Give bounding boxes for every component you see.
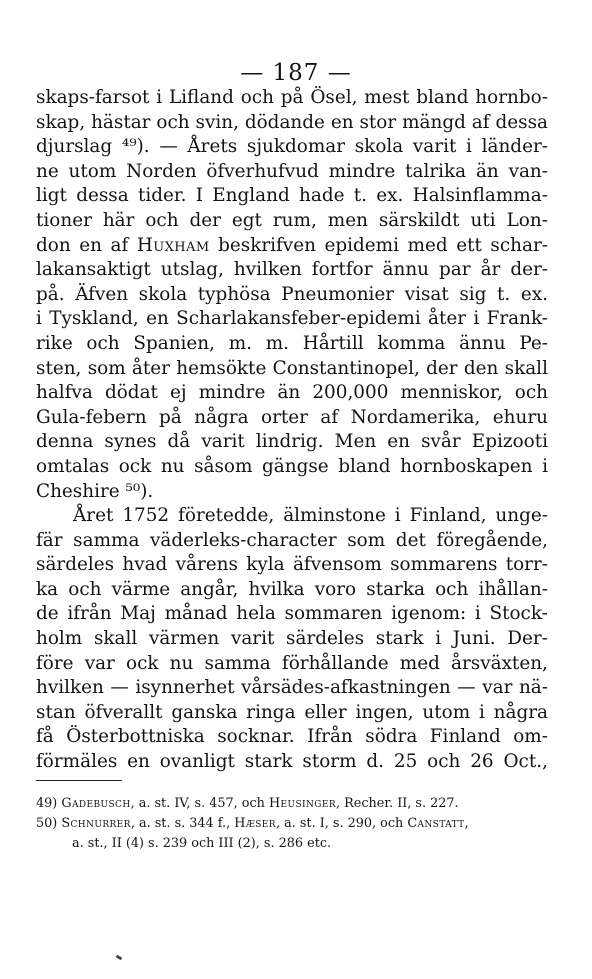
word: ganska	[171, 701, 238, 723]
footnote-50-continuation: a. st., II (4) s. 239 och III (2), s. 286 etc.	[72, 836, 332, 851]
word: ne	[36, 160, 59, 182]
footnote-divider	[36, 780, 122, 781]
word: älminstone	[283, 505, 386, 527]
footnote-49: 49) Gadebusch, a. st. IV, s. 457, och Heusinger, Recher. II, s. 227.	[36, 796, 459, 811]
word: hvilka	[248, 578, 305, 600]
word: Pe-	[519, 332, 548, 354]
word: än	[475, 160, 499, 182]
word: särskildt	[378, 209, 460, 231]
word: typhösa	[197, 283, 271, 305]
word: Norden	[126, 160, 197, 182]
word: Frank-	[486, 308, 548, 330]
word: par	[439, 259, 471, 281]
small-caps-name: Gadebusch	[61, 796, 131, 811]
word: van-	[508, 160, 548, 182]
word: vårens	[175, 554, 238, 576]
word: denna	[36, 431, 94, 453]
word: dödande	[244, 111, 325, 133]
word: varit	[201, 431, 245, 453]
word: der	[426, 357, 458, 379]
word: Stock-	[489, 603, 548, 625]
word: —	[110, 677, 129, 699]
word: hornbo-	[475, 87, 548, 108]
word: år	[480, 259, 501, 281]
text-line	[36, 258, 548, 283]
word: och	[514, 382, 548, 404]
word: med	[407, 234, 448, 256]
word: lakansaktigt	[36, 259, 151, 281]
word: stark	[375, 628, 424, 650]
word: stan	[36, 701, 76, 723]
text-line	[36, 406, 548, 431]
word: och	[145, 209, 179, 231]
word: på	[280, 87, 304, 108]
word: om-	[513, 726, 548, 748]
word: ännu	[382, 259, 430, 281]
word: mindre	[198, 382, 266, 404]
word: skola	[354, 136, 404, 158]
word: öfverallt	[84, 701, 163, 723]
word: stor	[359, 111, 397, 133]
word: hade	[299, 185, 345, 207]
word: skall	[93, 628, 138, 650]
word: var	[482, 677, 513, 699]
text-line	[36, 529, 548, 554]
text-line	[36, 209, 548, 234]
word: men	[327, 209, 368, 231]
word: dessa	[495, 111, 548, 133]
text-line	[36, 750, 548, 775]
word: Scharlakansfeber-epidemi	[176, 308, 421, 330]
text-line	[36, 455, 548, 480]
word: m.	[228, 332, 253, 354]
text-line	[36, 234, 548, 259]
word: Österbottniska	[66, 726, 205, 748]
word: skola	[138, 283, 188, 305]
word: dessa	[76, 185, 129, 207]
word: var	[84, 652, 115, 674]
word: månad	[164, 603, 228, 625]
text-line	[36, 86, 548, 111]
word: Epizooti	[471, 431, 548, 453]
word: stark	[244, 751, 293, 773]
small-caps-name: Hæser	[234, 816, 276, 831]
word: ex.	[376, 185, 404, 207]
word: utom	[68, 160, 117, 182]
word: ock	[118, 455, 152, 477]
word: 200,000	[312, 382, 389, 404]
word: m.	[265, 332, 290, 354]
word: den	[463, 357, 499, 379]
word: ifrån	[67, 603, 112, 625]
word: halfva	[36, 382, 93, 404]
word: storm	[302, 751, 357, 773]
text-line	[36, 381, 548, 406]
word: åter	[428, 308, 467, 330]
word: voro	[314, 578, 357, 600]
word: Spanien,	[133, 332, 215, 354]
word: Årets	[187, 136, 238, 158]
text-line	[36, 676, 548, 701]
word: ett	[456, 234, 482, 256]
word: skall	[504, 357, 548, 379]
text-line	[36, 725, 548, 750]
word: tider.	[137, 185, 187, 207]
word: öfverhufvud	[206, 160, 319, 182]
word: unge-	[495, 505, 548, 527]
word: samma	[73, 529, 140, 551]
word: värmen	[148, 628, 220, 650]
word: sjukdomar	[246, 136, 346, 158]
word: äfvensom	[292, 554, 382, 576]
word: och	[427, 751, 461, 773]
word: rum,	[272, 209, 317, 231]
word: i	[156, 87, 163, 108]
word: bland	[416, 87, 469, 108]
word: —	[159, 136, 178, 158]
word: svår	[421, 431, 461, 453]
word: Lifland	[168, 87, 234, 108]
word: Finland	[429, 726, 501, 748]
word: vårsädes-afkastningen	[241, 677, 451, 699]
word: Äfven	[75, 283, 129, 305]
word: hvad	[122, 554, 168, 576]
word: det	[395, 529, 426, 551]
word: omtalas	[36, 455, 110, 477]
word: menniskor,	[400, 382, 503, 404]
word: der	[189, 209, 221, 231]
word: Lon-	[506, 209, 548, 231]
word: förmäles	[36, 751, 118, 773]
word: komma	[377, 332, 446, 354]
word: Tyskland,	[49, 308, 139, 330]
word: beskrifven	[218, 234, 316, 256]
word: då	[167, 431, 191, 453]
word: Men	[334, 431, 377, 453]
word: en	[387, 431, 411, 453]
word: i	[542, 455, 548, 477]
word: ka	[36, 578, 59, 600]
word: svin,	[195, 111, 239, 133]
text-line	[36, 283, 548, 308]
small-caps-name: Huxham	[136, 234, 210, 256]
word: nä-	[518, 677, 548, 699]
word: starka	[366, 578, 425, 600]
word: sommarens	[390, 554, 498, 576]
ink-speck	[116, 955, 123, 961]
word: ligt	[36, 185, 67, 207]
word: angår,	[180, 578, 239, 600]
footnotes	[36, 794, 548, 854]
word: några	[493, 701, 548, 723]
word: varit	[412, 136, 457, 158]
word: fortfor	[311, 259, 373, 281]
word: länder-	[481, 136, 548, 158]
word: södra	[365, 726, 418, 748]
word: och	[435, 578, 469, 600]
word: eller	[304, 701, 347, 723]
word: sten,	[36, 357, 82, 379]
word: utom	[422, 701, 471, 723]
word: en	[146, 308, 169, 330]
word: ej	[170, 382, 187, 404]
word: Der-	[507, 628, 548, 650]
word: värme	[111, 578, 171, 600]
word: samma	[204, 652, 271, 674]
word: ringa	[246, 701, 296, 723]
text-line	[36, 160, 548, 185]
word: kyla	[246, 554, 285, 576]
word: nu	[169, 652, 194, 674]
small-caps-name: Heusinger	[268, 796, 337, 811]
word: uti	[470, 209, 496, 231]
word: ännu	[459, 332, 506, 354]
word: tioner	[36, 209, 92, 231]
word: ihållan-	[478, 578, 548, 600]
word: åter	[131, 357, 170, 379]
text-line	[36, 184, 548, 209]
word: ehuru	[492, 406, 548, 428]
word: särdeles	[286, 628, 365, 650]
word: hornboskapen	[400, 455, 533, 477]
word: mindre	[328, 160, 396, 182]
word: dödat	[104, 382, 158, 404]
word: t.	[353, 185, 367, 207]
word: orter	[261, 406, 308, 428]
word: der-	[510, 259, 548, 281]
word: Ösel,	[310, 87, 358, 108]
word: djurslag	[36, 136, 113, 158]
word: gängse	[262, 455, 329, 477]
word: ingen,	[355, 701, 414, 723]
word: en	[330, 111, 354, 133]
word: Oct.,	[503, 751, 548, 773]
text-line	[36, 111, 548, 136]
text-line	[36, 627, 548, 652]
word: de	[36, 603, 59, 625]
word: hela	[236, 603, 276, 625]
word: Året	[73, 505, 114, 527]
word: —	[457, 677, 476, 699]
word	[137, 234, 210, 259]
word: ⁴⁹).	[121, 136, 150, 158]
word: föregående,	[436, 529, 548, 551]
word: af	[320, 406, 339, 428]
word: med	[399, 652, 440, 674]
word: än	[277, 382, 301, 404]
word: af	[471, 111, 490, 133]
word: såsom	[194, 455, 253, 477]
text-line	[36, 578, 548, 603]
word: lindrig.	[255, 431, 324, 453]
word: egt	[231, 209, 262, 231]
word: några	[194, 406, 249, 428]
word: och	[240, 87, 274, 108]
word: i	[478, 701, 485, 723]
word: holm	[36, 628, 83, 650]
word: och	[68, 578, 102, 600]
text-line	[36, 357, 548, 382]
text-line	[36, 553, 548, 578]
word: företedde,	[178, 505, 275, 527]
word: i	[474, 603, 481, 625]
word: hvilken	[36, 677, 104, 699]
text-line	[36, 701, 548, 726]
word: t.	[497, 283, 511, 305]
word: och	[156, 111, 190, 133]
small-caps-name: Canstatt	[407, 816, 465, 831]
word: väderleks-character	[150, 529, 337, 551]
word: Maj	[120, 603, 156, 625]
word: visat	[404, 283, 449, 305]
word: Gula-febern	[36, 406, 147, 428]
text-line	[36, 135, 548, 160]
word: bland	[338, 455, 391, 477]
word: ock	[126, 652, 159, 674]
word: före	[36, 652, 74, 674]
word: i	[435, 628, 442, 650]
word: sig	[459, 283, 487, 305]
word: don	[36, 234, 71, 256]
word: synes	[104, 431, 157, 453]
word: som	[347, 529, 386, 551]
word: England	[212, 185, 290, 207]
word: förhållande	[281, 652, 389, 674]
word: på	[159, 406, 182, 428]
text-line	[36, 307, 548, 332]
word: epidemi	[324, 234, 399, 256]
word: i	[394, 505, 401, 527]
word: ex.	[520, 283, 548, 305]
word: få	[36, 726, 54, 748]
word: 26	[470, 751, 494, 773]
text-line	[36, 504, 548, 529]
footnote-50: 50) Schnurrer, a. st. s. 344 f., Hæser, a. st. I, s. 290, och Canstatt,	[36, 816, 469, 831]
small-caps-name: Schnurrer	[61, 816, 131, 831]
word: af	[110, 234, 129, 256]
word: en	[127, 751, 150, 773]
word: Nordamerika,	[350, 406, 481, 428]
word: särdeles	[36, 554, 115, 576]
word: schar-	[490, 234, 548, 256]
word: hemsökte	[176, 357, 267, 379]
word: skap,	[36, 111, 86, 133]
word: I	[195, 185, 203, 207]
word: socknar.	[217, 726, 295, 748]
word: skaps-farsot	[36, 87, 150, 108]
word: igenom:	[391, 603, 467, 625]
word: Pneumonier	[281, 283, 395, 305]
word: fär	[36, 529, 63, 551]
word: talrika	[405, 160, 467, 182]
word: Juni.	[452, 628, 496, 650]
word: årsväxten,	[451, 652, 548, 674]
word: Hårtill	[302, 332, 364, 354]
word: sommaren	[284, 603, 383, 625]
body-text	[36, 86, 548, 775]
word: ovanligt	[159, 751, 235, 773]
word: varit	[230, 628, 275, 650]
word: på.	[36, 283, 65, 305]
word: rike	[36, 332, 73, 354]
word: som	[87, 357, 126, 379]
word: utslag,	[160, 259, 224, 281]
word: isynnerhet	[135, 677, 235, 699]
text-line	[36, 602, 548, 627]
word: torr-	[505, 554, 548, 576]
word: d.	[366, 751, 385, 773]
word: Constantinopel,	[272, 357, 420, 379]
word: mängd	[402, 111, 466, 133]
word: en	[79, 234, 102, 256]
page-number: — 187 —	[240, 60, 352, 86]
word: här	[102, 209, 135, 231]
text-line	[36, 652, 548, 677]
word: i	[466, 136, 472, 158]
word: 1752	[122, 505, 170, 527]
word: Ifrån	[307, 726, 353, 748]
word: och	[86, 332, 120, 354]
word: nu	[160, 455, 185, 477]
text-line: Cheshire ⁵⁰).	[36, 480, 154, 502]
word: i	[473, 308, 480, 330]
word: i	[36, 308, 42, 330]
word: hästar	[91, 111, 151, 133]
word: 25	[393, 751, 418, 773]
word: Halsinflamma-	[412, 185, 548, 207]
text-line	[36, 430, 548, 455]
word: hvilken	[233, 259, 302, 281]
word: mest	[364, 87, 410, 108]
text-line	[36, 332, 548, 357]
word: Finland,	[409, 505, 487, 527]
